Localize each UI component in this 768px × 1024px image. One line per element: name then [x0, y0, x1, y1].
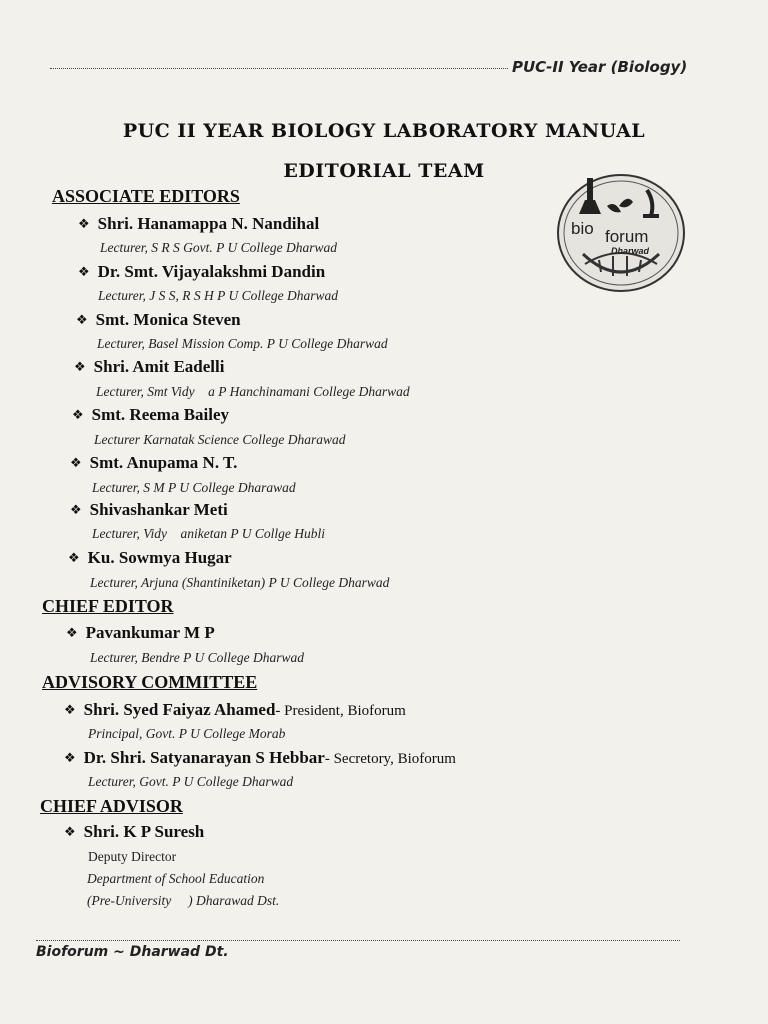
member-name: ❖ Dr. Smt. Vijayalakshmi Dandin: [78, 262, 326, 281]
member-name: ❖ Smt. Anupama N. T.: [70, 453, 238, 472]
logo-word-forum: forum: [605, 227, 649, 246]
member-name: ❖ Ku. Sowmya Hugar: [68, 548, 232, 567]
manual-title: PUC II YEAR BIOLOGY LABORATORY MANUAL: [122, 120, 646, 142]
bullet-icon: ❖: [78, 265, 90, 280]
chief-advisor-location: (Pre-University ) Dharawad Dst.: [87, 893, 280, 908]
bullet-icon: ❖: [68, 551, 80, 566]
bullet-icon: ❖: [70, 456, 82, 471]
advisor-detail: Principal, Govt. P U College Morab: [88, 726, 286, 741]
chief-editor-detail: Lecturer, Bendre P U College Dharwad: [90, 650, 304, 665]
editorial-team-title: EDITORIAL TEAM: [283, 160, 485, 182]
bullet-icon: ❖: [74, 360, 86, 375]
member-detail: Lecturer, S M P U College Dharawad: [92, 480, 296, 495]
advisor-name: ❖ Dr. Shri. Satyanarayan S Hebbar- Secretory, Bioforum: [64, 748, 456, 767]
header-rule: [50, 68, 508, 69]
member-detail: Lecturer, Smt Vidy a P Hanchinamani College Dharwad: [96, 384, 410, 399]
member-name: ❖ Shri. Amit Eadelli: [74, 357, 225, 376]
bullet-icon: ❖: [72, 408, 84, 423]
page-footer: Bioforum ~ Dharwad Dt.: [36, 944, 229, 960]
chief-editor-heading: CHIEF EDITOR: [42, 596, 174, 616]
bullet-icon: ❖: [78, 217, 90, 232]
member-detail: Lecturer, Vidy aniketan P U Collge Hubli: [92, 526, 325, 541]
bullet-icon: ❖: [64, 703, 76, 718]
chief-advisor-name: ❖ Shri. K P Suresh: [64, 822, 205, 841]
chief-advisor-heading: CHIEF ADVISOR: [40, 796, 183, 816]
chief-editor-name: ❖ Pavankumar M P: [66, 623, 215, 642]
chief-advisor-title: Deputy Director: [88, 849, 177, 864]
member-detail: Lecturer, S R S Govt. P U College Dharwad: [100, 240, 337, 255]
logo-word-dharwad: Dharwad: [611, 246, 650, 256]
advisory-committee-heading: ADVISORY COMMITTEE: [42, 672, 258, 692]
associate-editors-heading: ASSOCIATE EDITORS: [52, 186, 240, 206]
chief-advisor-department: Department of School Education: [87, 871, 265, 886]
member-name: ❖ Shri. Hanamappa N. Nandihal: [78, 214, 320, 233]
bullet-icon: ❖: [70, 503, 82, 518]
member-name: ❖ Smt. Reema Bailey: [72, 405, 230, 424]
member-name: ❖ Smt. Monica Steven: [76, 310, 241, 329]
member-detail: Lecturer, Arjuna (Shantiniketan) P U College Dharwad: [90, 575, 390, 590]
advisor-name: ❖ Shri. Syed Faiyaz Ahamed- President, Bioforum: [64, 700, 406, 719]
bullet-icon: ❖: [76, 313, 88, 328]
bioforum-logo-icon: [555, 172, 687, 294]
member-detail: Lecturer, Basel Mission Comp. P U College Dharwad: [97, 336, 388, 351]
member-detail: Lecturer Karnatak Science College Dharawad: [94, 432, 346, 447]
logo-word-bio: bio: [571, 219, 594, 238]
footer-rule: [36, 940, 680, 941]
running-header: PUC-II Year (Biology): [512, 58, 688, 76]
member-name: ❖ Shivashankar Meti: [70, 500, 228, 519]
advisor-role: - President, Bioforum: [275, 703, 406, 719]
advisor-detail: Lecturer, Govt. P U College Dharwad: [88, 774, 294, 789]
bullet-icon: ❖: [64, 751, 76, 766]
member-detail: Lecturer, J S S, R S H P U College Dharwad: [98, 288, 338, 303]
bullet-icon: ❖: [64, 825, 76, 840]
bullet-icon: ❖: [66, 626, 78, 641]
advisor-role: - Secretory, Bioforum: [324, 751, 456, 767]
